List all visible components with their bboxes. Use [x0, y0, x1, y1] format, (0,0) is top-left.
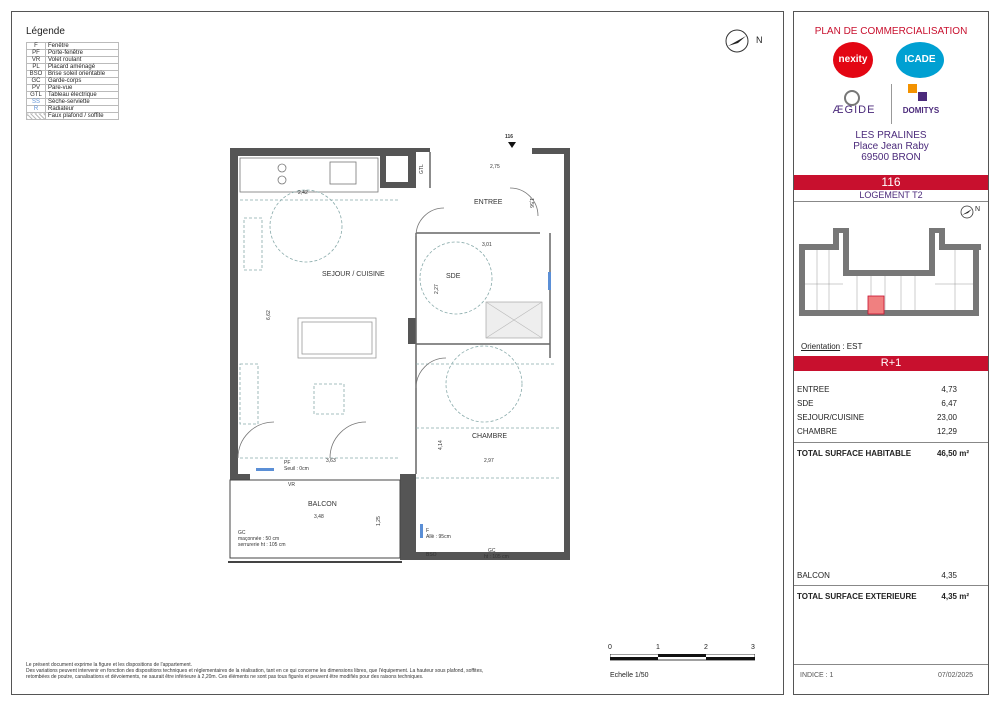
tag-gc2: GC [488, 548, 496, 554]
north-arrow-icon [960, 205, 974, 219]
legend-row [27, 57, 119, 64]
legend-row [27, 64, 119, 71]
kitchen-counter [240, 158, 378, 192]
scale-tick: 2 [704, 644, 708, 651]
total-habitable-value: 46,50 m² [936, 449, 969, 458]
legend-code: F [27, 43, 46, 50]
sofa [298, 318, 376, 358]
dim-sejour-width: 3,63 [326, 458, 336, 464]
scale-tick: 3 [751, 644, 755, 651]
disclaimer-line: retombées de poutre, canalisations et dévoiements, ne saurait être inférieure à 2,20m. Ces éléments ne sont pas tous figurés et peuvent être modifiés pour des raisons techniques. [26, 674, 424, 680]
project-street: Place Jean Raby [853, 141, 929, 152]
total-exterieure-value: 4,35 m² [941, 592, 969, 601]
legend-row [27, 50, 119, 57]
dim-sejour-depth: 6,62 [266, 310, 272, 320]
surface-row [797, 413, 985, 422]
logo-divider [891, 84, 892, 124]
legend-label: Pare-vue [46, 85, 119, 92]
room-sde: SDE [446, 273, 461, 280]
exterior-name: BALCON [797, 571, 830, 580]
domitys-mark-icon [908, 84, 928, 102]
legend-row [27, 99, 119, 106]
divider [794, 664, 988, 665]
unit-type: LOGEMENT T2 [859, 190, 923, 200]
surface-row [797, 427, 985, 436]
legend-title: Légende [26, 26, 65, 37]
surface-name: SDE [797, 399, 814, 408]
scale-label: Echelle 1/50 [610, 672, 649, 679]
scale-tick: 0 [608, 644, 612, 651]
surface-name: SEJOUR/CUISINE [797, 413, 865, 422]
tag-allege: Allè : 95cm [426, 534, 451, 540]
tag-gtl: GTL [419, 164, 425, 174]
legend-code: R [27, 106, 46, 113]
north-arrow-icon [724, 28, 750, 54]
legend-code: GC [27, 78, 46, 85]
dim-chambre-depth: 4,14 [438, 440, 444, 450]
legend-row [27, 113, 119, 120]
dim-balcon-depth: 1,25 [376, 516, 382, 526]
total-habitable [797, 449, 985, 458]
legend-label: Fenêtre [46, 43, 119, 50]
room-balcon: BALCON [308, 501, 337, 508]
tag-bso: BSO [426, 552, 437, 558]
address [793, 130, 989, 163]
surface-row [797, 385, 985, 394]
dim-sde-depth: 2,27 [434, 284, 440, 294]
tag-f: F [426, 528, 430, 534]
tag-seuil: Seuil : 0cm [284, 466, 309, 472]
tag-gc-maconnee: maçonnée : 50 cm [238, 536, 280, 542]
legend-row [27, 71, 119, 78]
legend-row [27, 85, 119, 92]
icade-logo: ICADE [896, 42, 944, 78]
north-label: N [756, 35, 763, 45]
scale-bar [608, 644, 758, 684]
project-city: 69500 BRON [861, 152, 921, 163]
unit-number: 116 [794, 175, 988, 190]
legend-code [27, 113, 46, 120]
surface-row [797, 399, 985, 408]
tag-gc-serrurerie: serrurerie ht : 105 cm [238, 542, 286, 548]
domitys-logo: DOMITYS [902, 106, 940, 115]
panel-title: PLAN DE COMMERCIALISATION [814, 26, 968, 37]
dim-sde-width: 3,01 [482, 242, 492, 248]
legend-label: Brise soleil orientable [46, 71, 119, 78]
aegide-logo: ÆGIDE [832, 104, 876, 116]
unit-marker-label: 116 [505, 134, 514, 140]
total-exterieure [797, 592, 985, 601]
tag-pf: PF [284, 460, 291, 466]
legend-code: BSO [27, 71, 46, 78]
surface-name: ENTREE [797, 385, 830, 394]
dim-entree-depth: 1,56 [528, 198, 534, 208]
surface-value: 12,29 [936, 427, 957, 436]
tag-vr: VR [288, 482, 295, 488]
legend-code: PV [27, 85, 46, 92]
legend-row [27, 106, 119, 113]
legend-label: Sèche-serviette [46, 99, 119, 106]
disclaimer-line: Le présent document exprime la figure et les dispositions de l'appartement. [26, 662, 193, 668]
dim-entree-width: 2,75 [490, 164, 500, 170]
legend-code: VR [27, 57, 46, 64]
date: 07/02/2025 [938, 672, 974, 679]
divider [794, 201, 988, 202]
room-chambre: CHAMBRE [472, 433, 508, 440]
tag-gc: GC [238, 530, 246, 536]
level: R+1 [794, 356, 988, 371]
divider [794, 585, 988, 586]
orientation-value: : EST [840, 342, 863, 351]
orientation-label: Orientation [801, 342, 841, 351]
legend-row [27, 92, 119, 99]
scale-tick: 1 [656, 644, 660, 651]
total-habitable-label: TOTAL SURFACE HABITABLE [797, 449, 912, 458]
exterior-row [797, 571, 985, 580]
room-entree: ENTREE [474, 199, 503, 206]
surface-value: 4,73 [941, 385, 957, 394]
legend-label: Garde-corps [46, 78, 119, 85]
surface-value: 6,47 [941, 399, 957, 408]
surface-value: 23,00 [936, 413, 957, 422]
legend-code: PF [27, 50, 46, 57]
north-label: N [975, 206, 981, 213]
tag-gc2-ht: ht : 105 cm [484, 554, 509, 560]
legend-label: Volet roulant [46, 57, 119, 64]
legend-label: Placard aménagé [46, 64, 119, 71]
legend-label: Radiateur [46, 106, 119, 113]
exterior-value: 4,35 [941, 571, 957, 580]
project-name: LES PRALINES [855, 130, 927, 141]
legend-row [27, 78, 119, 85]
indice: INDICE : 1 [800, 672, 834, 679]
legend-code: GTL [27, 92, 46, 99]
nexity-logo: nexity [833, 42, 873, 78]
floor-plan [220, 128, 580, 568]
legend-label: Faux plafond / soffite [46, 113, 119, 120]
shower [486, 302, 542, 338]
divider [794, 442, 988, 443]
legend-code: SS [27, 99, 46, 106]
legend-code: PL [27, 64, 46, 71]
key-plan [797, 224, 987, 324]
orientation [801, 342, 862, 351]
dim-chambre-width: 2,97 [484, 458, 494, 464]
dim-kitchen-width: 2,42 [298, 190, 308, 196]
total-exterieure-label: TOTAL SURFACE EXTERIEURE [797, 592, 917, 601]
legend-row [27, 43, 119, 50]
legend-label: Tableau électrique [46, 92, 119, 99]
disclaimer-line: Des variations peuvent intervenir en fonction des dispositions techniques et réglementaires de la réalisation, tant en ce qui concerne les dimensions libres, que l'équipement. La hauteur sous plafond, soffites, [26, 668, 484, 674]
room-sejour: SEJOUR / CUISINE [322, 271, 385, 278]
legend-label: Porte-fenêtre [46, 50, 119, 57]
dim-balcon-width: 3,48 [314, 514, 324, 520]
legend-table [26, 42, 119, 120]
disclaimer [26, 662, 586, 680]
surface-name: CHAMBRE [797, 427, 838, 436]
